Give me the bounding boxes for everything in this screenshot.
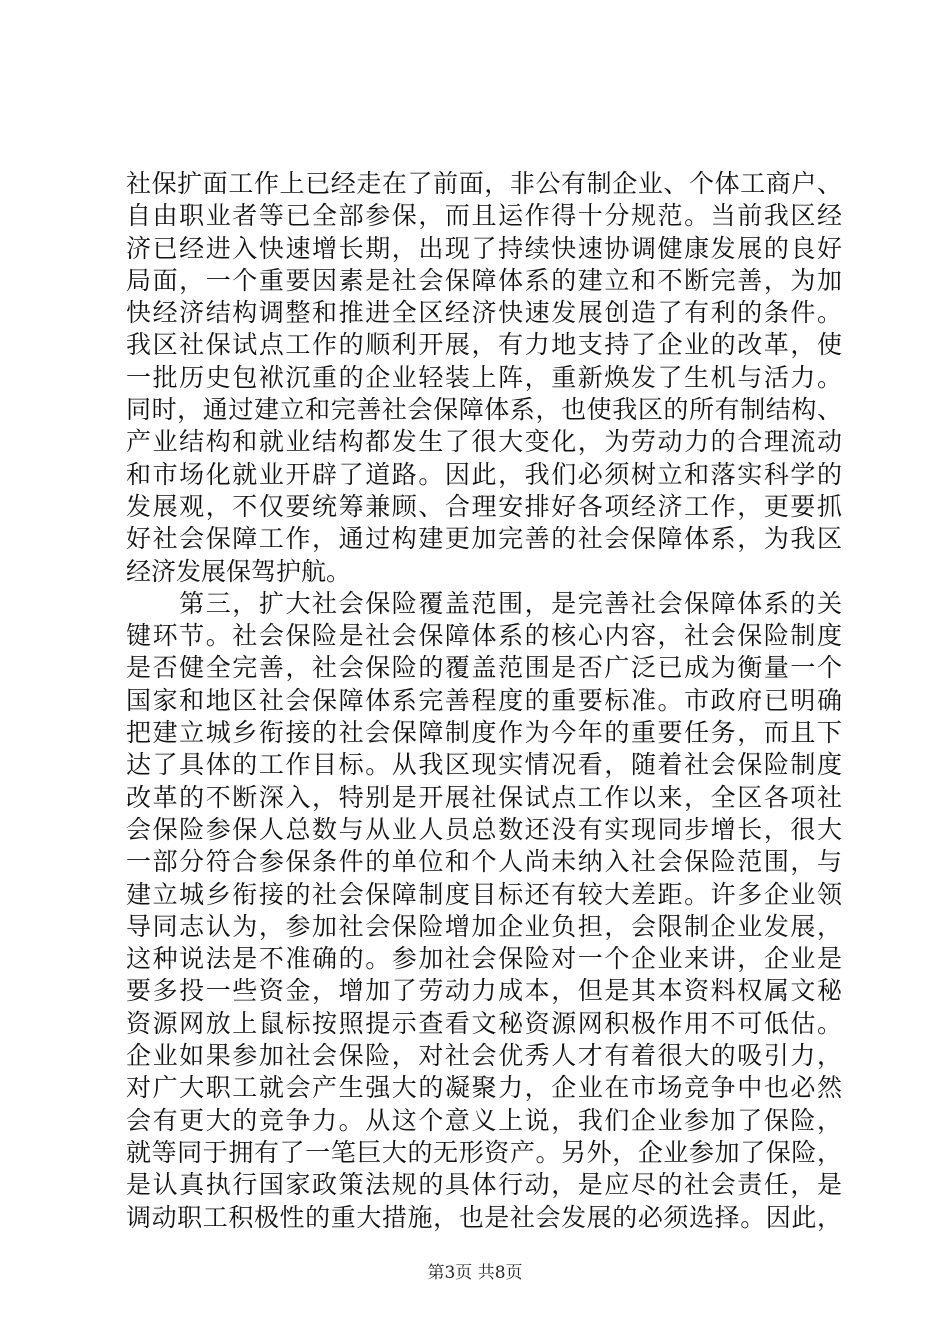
text-line: 改革的不断深入，特别是开展社保试点工作以来，全区各项社 (126, 782, 842, 812)
text-line: 就等同于拥有了一笔巨大的无形资产。另外，企业参加了保险， (126, 1137, 842, 1167)
text-line: 是认真执行国家政策法规的具体行动，是应尽的社会责任，是 (126, 1170, 842, 1200)
text-line: 这种说法是不准确的。参加社会保险对一个企业来讲，企业是 (126, 944, 842, 974)
page-number-footer: 第3页 共8页 (427, 1263, 523, 1283)
text-line: 好社会保障工作，通过构建更加完善的社会保障体系，为我区 (126, 524, 842, 554)
text-line: 会有更大的竞争力。从这个意义上说，我们企业参加了保险， (126, 1105, 842, 1135)
text-line: 对广大职工就会产生强大的凝聚力，企业在市场竞争中也必然 (126, 1073, 842, 1103)
text-line: 把建立城乡衔接的社会保障制度作为今年的重要任务，而且下 (126, 718, 842, 748)
text-line: 社保扩面工作上已经走在了前面，非公有制企业、个体工商户、 (126, 169, 842, 198)
text-line: 产业结构和就业结构都发生了很大变化，为劳动力的合理流动 (126, 427, 842, 457)
text-line: 要多投一些资金，增加了劳动力成本，但是其本资料权属文秘 (126, 976, 842, 1006)
text-line: 调动职工积极性的重大措施，也是社会发展的必须选择。因此， (126, 1202, 842, 1232)
body-text (126, 168, 842, 1234)
text-line: 局面，一个重要因素是社会保障体系的建立和不断完善，为加 (126, 265, 842, 295)
text-line: 发展观，不仅要统筹兼顾、合理安排好各项经济工作，更要抓 (126, 491, 842, 521)
text-line: 快经济结构调整和推进全区经济快速发展创造了有利的条件。 (126, 298, 842, 328)
text-line: 同时，通过建立和完善社会保障体系，也使我区的所有制结构、 (126, 395, 842, 425)
text-line: 经济发展保驾护航。 (126, 556, 352, 586)
text-line: 国家和地区社会保障体系完善程度的重要标准。市政府已明确 (126, 685, 842, 715)
text-line: 键环节。社会保险是社会保障体系的核心内容，社会保险制度 (126, 621, 842, 651)
text-line: 企业如果参加社会保险，对社会优秀人才有着很大的吸引力， (126, 1041, 842, 1071)
text-line: 济已经进入快速增长期，出现了持续快速协调健康发展的良好 (126, 233, 842, 263)
text-line: 我区社保试点工作的顺利开展，有力地支持了企业的改革，使 (126, 330, 842, 360)
text-line: 达了具体的工作目标。从我区现实情况看，随着社会保险制度 (126, 750, 842, 780)
text-line: 第三，扩大社会保险覆盖范围，是完善社会保障体系的关 (126, 588, 842, 618)
text-line: 建立城乡衔接的社会保障制度目标还有较大差距。许多企业领 (126, 879, 842, 909)
text-line: 一部分符合参保条件的单位和个人尚未纳入社会保险范围，与 (126, 847, 842, 877)
text-line: 是否健全完善，社会保险的覆盖范围是否广泛已成为衡量一个 (126, 653, 842, 683)
text-line: 和市场化就业开辟了道路。因此，我们必须树立和落实科学的 (126, 459, 842, 489)
text-line: 自由职业者等已全部参保，而且运作得十分规范。当前我区经 (126, 201, 842, 231)
text-line: 导同志认为，参加社会保险增加企业负担，会限制企业发展， (126, 911, 842, 941)
text-line: 一批历史包袱沉重的企业轻装上阵，重新焕发了生机与活力。 (126, 362, 842, 392)
text-line: 会保险参保人总数与从业人员总数还没有实现同步增长，很大 (126, 814, 842, 844)
text-line: 资源网放上鼠标按照提示查看文秘资源网积极作用不可低估。 (126, 1008, 842, 1038)
